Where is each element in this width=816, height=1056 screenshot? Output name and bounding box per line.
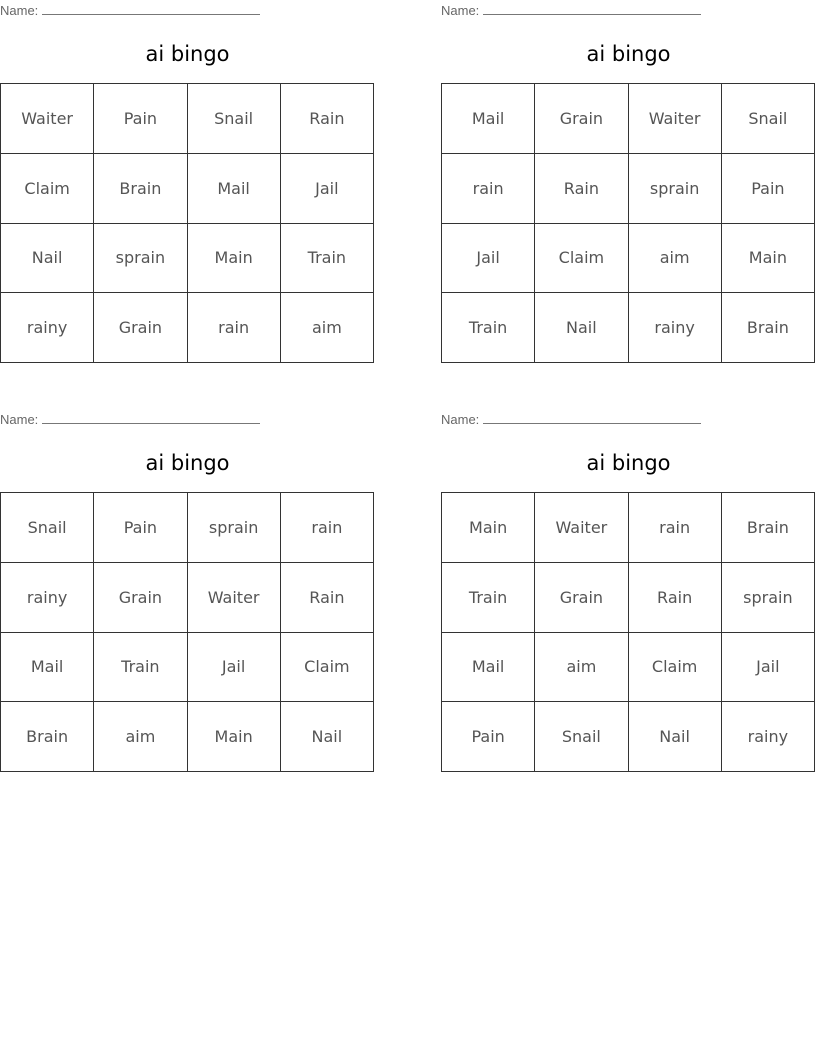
bingo-cell: Pain — [94, 493, 187, 563]
bingo-cell: Snail — [1, 493, 94, 563]
bingo-cell: Waiter — [629, 84, 722, 154]
name-field — [0, 3, 260, 18]
bingo-cell: Brain — [94, 154, 187, 224]
bingo-cell: Train — [442, 563, 535, 633]
bingo-cell: sprain — [188, 493, 281, 563]
bingo-cell: Grain — [535, 563, 628, 633]
bingo-cell: Brain — [722, 493, 815, 563]
bingo-cell: Rain — [281, 84, 374, 154]
bingo-cell: aim — [629, 224, 722, 294]
bingo-card-3 — [0, 409, 375, 747]
bingo-card-2 — [441, 0, 816, 338]
bingo-cell: aim — [94, 702, 187, 772]
bingo-cell: Waiter — [535, 493, 628, 563]
bingo-cell: Jail — [442, 224, 535, 294]
bingo-cell: Rain — [535, 154, 628, 224]
bingo-cell: Snail — [535, 702, 628, 772]
bingo-cell: Brain — [1, 702, 94, 772]
bingo-cell: Main — [722, 224, 815, 294]
bingo-cell: Mail — [1, 633, 94, 703]
bingo-cell: Train — [442, 293, 535, 363]
bingo-cell: Grain — [94, 563, 187, 633]
bingo-cell: Claim — [629, 633, 722, 703]
name-blank-line — [42, 3, 260, 15]
card-title: ai bingo — [586, 451, 671, 475]
bingo-cell: sprain — [629, 154, 722, 224]
bingo-grid — [441, 492, 815, 772]
bingo-cell: Nail — [1, 224, 94, 294]
bingo-cell: rain — [442, 154, 535, 224]
name-field — [0, 412, 260, 427]
bingo-cell: Waiter — [188, 563, 281, 633]
bingo-cell: Mail — [442, 633, 535, 703]
bingo-cell: Grain — [535, 84, 628, 154]
bingo-cell: Train — [94, 633, 187, 703]
bingo-grid — [0, 492, 374, 772]
bingo-cell: Train — [281, 224, 374, 294]
bingo-cell: Pain — [94, 84, 187, 154]
bingo-cell: Jail — [722, 633, 815, 703]
bingo-cell: Snail — [722, 84, 815, 154]
bingo-cell: Rain — [281, 563, 374, 633]
bingo-card-4 — [441, 409, 816, 747]
bingo-cell: aim — [535, 633, 628, 703]
bingo-cell: Main — [188, 224, 281, 294]
bingo-cell: Nail — [535, 293, 628, 363]
bingo-card-1 — [0, 0, 375, 338]
bingo-cell: rainy — [1, 563, 94, 633]
name-label: Name: — [441, 412, 480, 427]
bingo-cell: Pain — [442, 702, 535, 772]
card-title: ai bingo — [145, 451, 230, 475]
bingo-cell: sprain — [94, 224, 187, 294]
bingo-cell: aim — [281, 293, 374, 363]
name-blank-line — [483, 3, 701, 15]
bingo-cell: rainy — [629, 293, 722, 363]
bingo-cell: Grain — [94, 293, 187, 363]
bingo-cell: Mail — [188, 154, 281, 224]
bingo-cell: rainy — [722, 702, 815, 772]
name-label: Name: — [0, 412, 39, 427]
bingo-cell: Nail — [281, 702, 374, 772]
name-field — [441, 412, 701, 427]
bingo-cell: Claim — [281, 633, 374, 703]
bingo-cell: Snail — [188, 84, 281, 154]
bingo-cell: rain — [281, 493, 374, 563]
name-blank-line — [42, 412, 260, 424]
bingo-cell: Jail — [188, 633, 281, 703]
bingo-cell: rain — [629, 493, 722, 563]
bingo-cell: Main — [188, 702, 281, 772]
bingo-grid — [0, 83, 374, 363]
bingo-cell: sprain — [722, 563, 815, 633]
bingo-cell: Claim — [1, 154, 94, 224]
name-label: Name: — [0, 3, 39, 18]
bingo-cell: Mail — [442, 84, 535, 154]
bingo-cell: Brain — [722, 293, 815, 363]
card-title: ai bingo — [586, 42, 671, 66]
bingo-grid — [441, 83, 815, 363]
bingo-cell: Waiter — [1, 84, 94, 154]
name-field — [441, 3, 701, 18]
bingo-cell: Main — [442, 493, 535, 563]
card-title: ai bingo — [145, 42, 230, 66]
name-blank-line — [483, 412, 701, 424]
name-label: Name: — [441, 3, 480, 18]
bingo-cell: rainy — [1, 293, 94, 363]
bingo-cell: Pain — [722, 154, 815, 224]
bingo-cell: rain — [188, 293, 281, 363]
bingo-cell: Rain — [629, 563, 722, 633]
bingo-cell: Jail — [281, 154, 374, 224]
bingo-cell: Claim — [535, 224, 628, 294]
bingo-cell: Nail — [629, 702, 722, 772]
